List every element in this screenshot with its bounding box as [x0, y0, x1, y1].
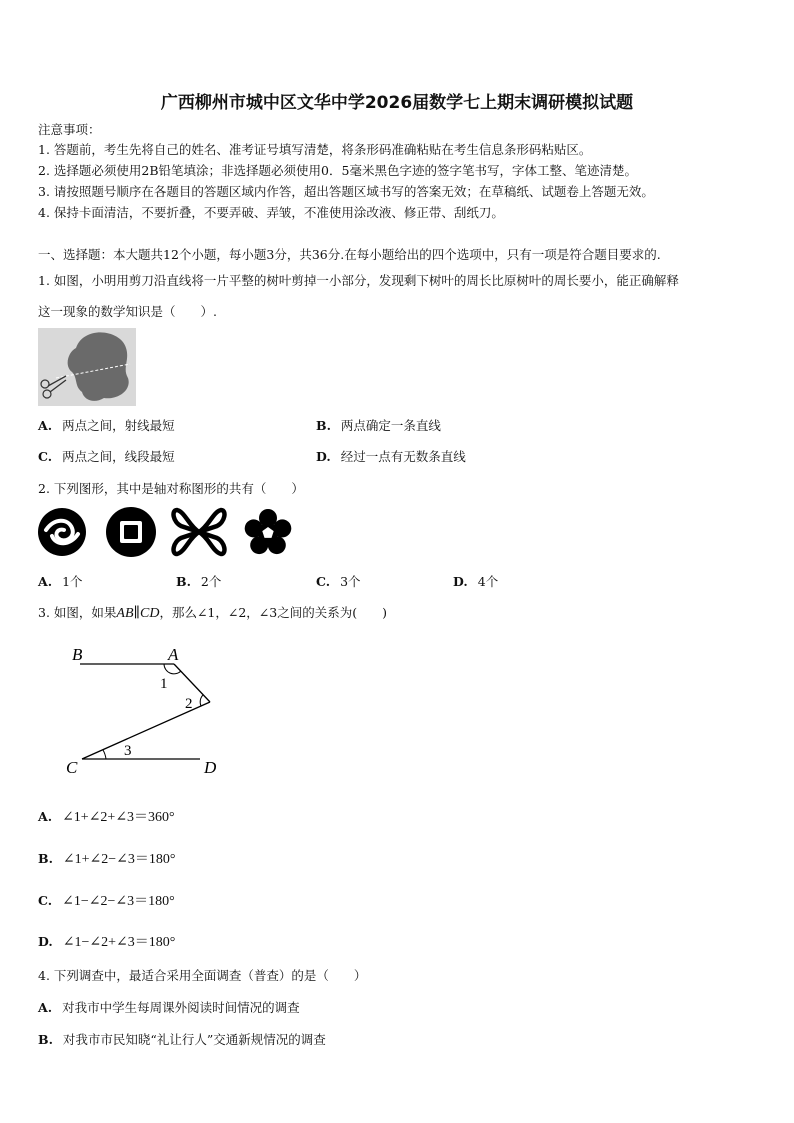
- symmetry-figures: [36, 505, 296, 559]
- angle-3-arc: [103, 750, 106, 759]
- q4-option-a[interactable]: A. 对我市中学生每周课外阅读时间情况的调查: [38, 1000, 300, 1015]
- section-heading: 一、选择题：本大题共12个小题，每小题3分，共36分.在每小题给出的四个选项中，只有一项是符合题目要求的.: [38, 247, 661, 262]
- angle-2-arc: [200, 695, 203, 706]
- q3-option-d[interactable]: D. ∠1−∠2+∠3＝180°: [38, 934, 176, 950]
- angle-3-label: 3: [124, 743, 132, 759]
- question-1-stem: 1. 如图，小明用剪刀沿直线将一片平整的树叶剪掉一小部分，发现剩下树叶的周长比原树叶的周长要小，能正确解释: [38, 273, 679, 288]
- notice-item-2: 2. 选择题必须使用2B铅笔填涂；非选择题必须使用0．5毫米黑色字迹的签字笔书写，字体工整、笔迹清楚。: [38, 163, 637, 178]
- angle-1-label: 1: [160, 676, 168, 692]
- q1-option-a[interactable]: A. 两点之间，射线最短: [38, 418, 175, 433]
- question-3-stem: 3. 如图，如果AB∥CD，那么∠1，∠2，∠3之间的关系为( ): [38, 605, 387, 621]
- q2-option-b[interactable]: B. 2个: [176, 574, 222, 589]
- label-d: D: [204, 758, 217, 777]
- notice-item-3: 3. 请按照题号顺序在各题目的答题区域内作答，超出答题区域书写的答案无效；在草稿纸、试题卷上答题无效。: [38, 184, 654, 199]
- square-hole-coin-icon: [106, 507, 156, 557]
- question-4-stem: 4. 下列调查中，最适合采用全面调查（普查）的是（ ）: [38, 968, 367, 983]
- page-title: 广西柳州市城中区文华中学2026届数学七上期末调研模拟试题: [160, 93, 634, 113]
- yin-yang-wave-icon: [38, 508, 86, 556]
- butterfly-knot-icon: [174, 510, 225, 554]
- parallel-lines-figure: [60, 640, 230, 780]
- question-2-stem: 2. 下列图形，其中是轴对称图形的共有（ ）: [38, 481, 304, 496]
- leaf-scissors-figure: [38, 328, 136, 406]
- label-c: C: [66, 758, 78, 777]
- notice-item-1: 1. 答题前，考生先将自己的姓名、准考证号填写清楚，将条形码准确粘贴在考生信息条形码粘贴区。: [38, 142, 592, 157]
- q1-option-d[interactable]: D. 经过一点有无数条直线: [316, 449, 466, 464]
- angle-2-label: 2: [185, 696, 193, 712]
- q1-option-c[interactable]: C. 两点之间，线段最短: [38, 449, 175, 464]
- notice-heading: 注意事项：: [38, 122, 101, 137]
- q2-option-d[interactable]: D. 4个: [453, 574, 499, 589]
- notice-item-4: 4. 保持卡面清洁，不要折叠，不要弄破、弄皱，不准使用涂改液、修正带、刮纸刀。: [38, 205, 504, 220]
- q2-option-c[interactable]: C. 3个: [316, 574, 361, 589]
- label-b: B: [72, 645, 83, 664]
- q1-option-b[interactable]: B. 两点确定一条直线: [316, 418, 441, 433]
- question-1-stem-cont: 这一现象的数学知识是（ ）.: [38, 304, 217, 319]
- label-a: A: [168, 645, 179, 664]
- q3-option-c[interactable]: C. ∠1−∠2−∠3＝180°: [38, 893, 175, 909]
- q4-option-b[interactable]: B. 对我市市民知晓“礼让行人”交通新规情况的调查: [38, 1032, 326, 1047]
- q3-option-a[interactable]: A. ∠1+∠2+∠3＝360°: [38, 809, 175, 825]
- q2-option-a[interactable]: A. 1个: [38, 574, 83, 589]
- q3-option-b[interactable]: B. ∠1+∠2−∠3＝180°: [38, 851, 176, 867]
- five-petal-flower-icon: [245, 509, 292, 554]
